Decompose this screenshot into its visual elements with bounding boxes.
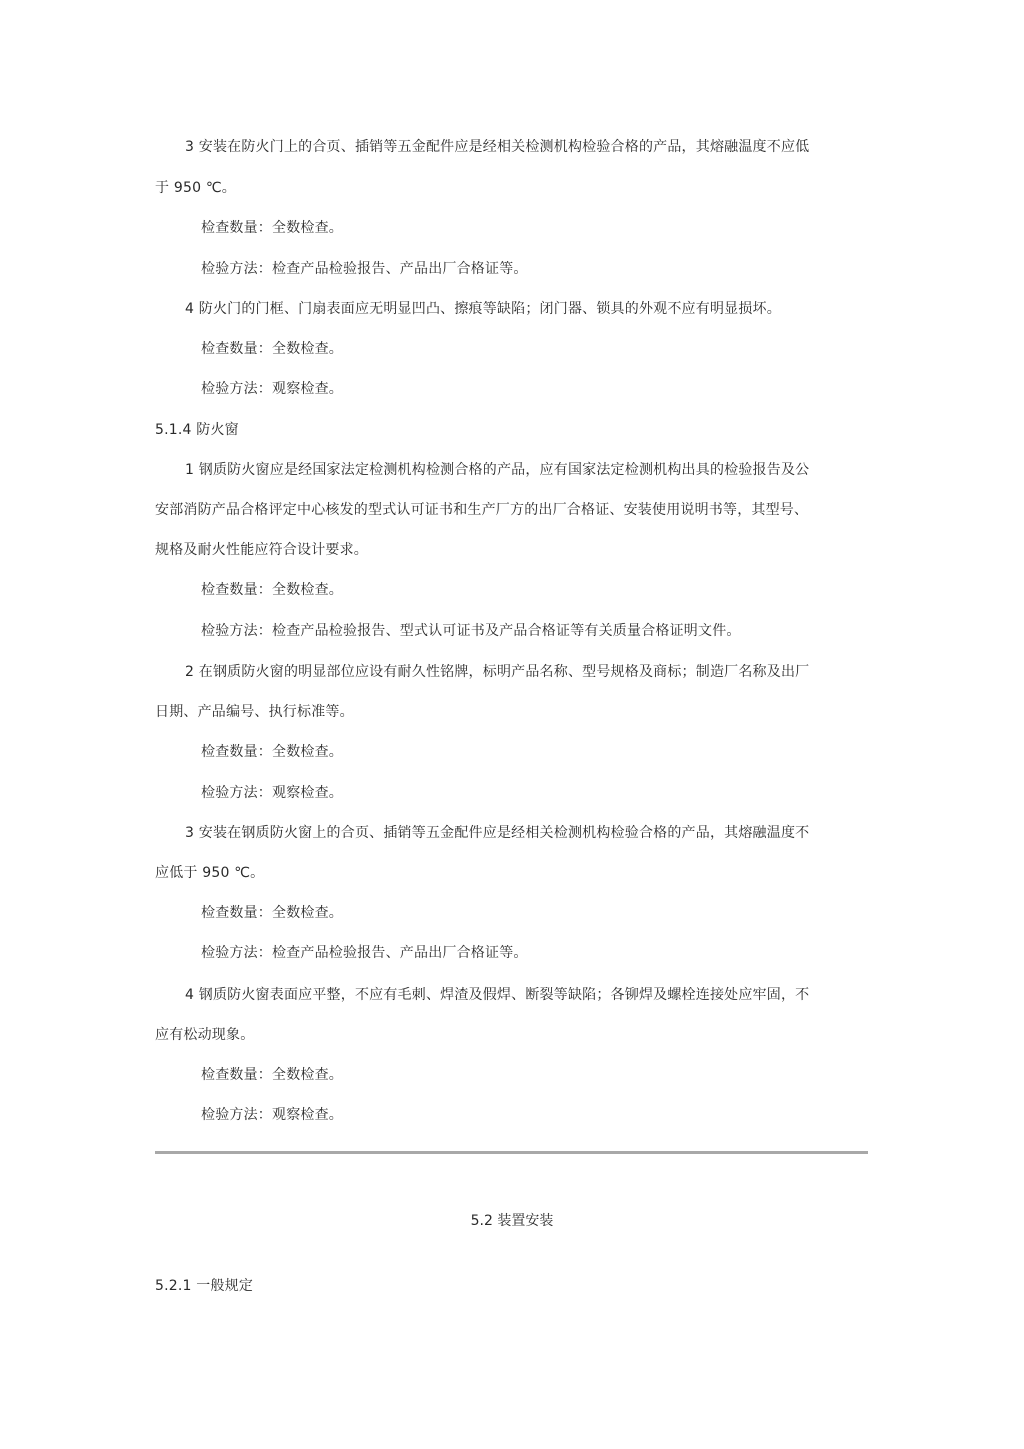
item3-door-check-method: 检验方法：检查产品检验报告、产品出厂合格证等。 [201,261,528,277]
item3-window-check-quantity: 检查数量：全数检查。 [201,905,343,921]
section-heading-5-1-4: 5.1.4 防火窗 [155,422,239,438]
item4-door-line1: 4 防火门的门框、门扇表面应无明显凹凸、擦痕等缺陷；闭门器、锁具的外观不应有明显损坏。 [185,301,781,317]
item4-window-line1: 4 钢质防火窗表面应平整，不应有毛刺、焊渣及假焊、断裂等缺陷；各铆焊及螺栓连接处应牢固，不 [185,987,810,1003]
item1-window-line2: 安部消防产品合格评定中心核发的型式认可证书和生产厂方的出厂合格证、安装使用说明书等，其型号、 [155,502,809,518]
item4-window-check-method: 检验方法：观察检查。 [201,1107,343,1123]
item3-door-line2: 于 950 ℃。 [155,180,236,196]
section-heading-5-2-1: 5.2.1 一般规定 [155,1278,254,1294]
item3-window-line2: 应低于 950 ℃。 [155,865,265,881]
item4-window-line2: 应有松动现象。 [155,1027,255,1043]
item3-window-check-method: 检验方法：检查产品检验报告、产品出厂合格证等。 [201,945,528,961]
item2-window-check-quantity: 检查数量：全数检查。 [201,744,343,760]
item1-window-line1: 1 钢质防火窗应是经国家法定检测机构检测合格的产品，应有国家法定检测机构出具的检验报告及公 [185,462,810,478]
item1-window-check-method: 检验方法：检查产品检验报告、型式认可证书及产品合格证等有关质量合格证明文件。 [201,623,741,639]
item2-window-line2: 日期、产品编号、执行标准等。 [155,704,354,720]
item3-door-check-quantity: 检查数量：全数检查。 [201,220,343,236]
item4-window-check-quantity: 检查数量：全数检查。 [201,1067,343,1083]
item4-door-check-method: 检验方法：观察检查。 [201,381,343,397]
item3-window-line1: 3 安装在钢质防火窗上的合页、插销等五金配件应是经相关检测机构检验合格的产品，其熔融温度不 [185,825,810,841]
section-heading-5-2: 5.2 装置安装 [470,1213,554,1229]
section-divider [155,1151,868,1154]
item4-door-check-quantity: 检查数量：全数检查。 [201,341,343,357]
item1-window-check-quantity: 检查数量：全数检查。 [201,582,343,598]
item1-window-line3: 规格及耐火性能应符合设计要求。 [155,542,368,558]
item2-window-line1: 2 在钢质防火窗的明显部位应设有耐久性铭牌，标明产品名称、型号规格及商标；制造厂名称及出厂 [185,664,810,680]
item3-door-line1: 3 安装在防火门上的合页、插销等五金配件应是经相关检测机构检验合格的产品，其熔融温度不应低 [185,139,810,155]
item2-window-check-method: 检验方法：观察检查。 [201,785,343,801]
